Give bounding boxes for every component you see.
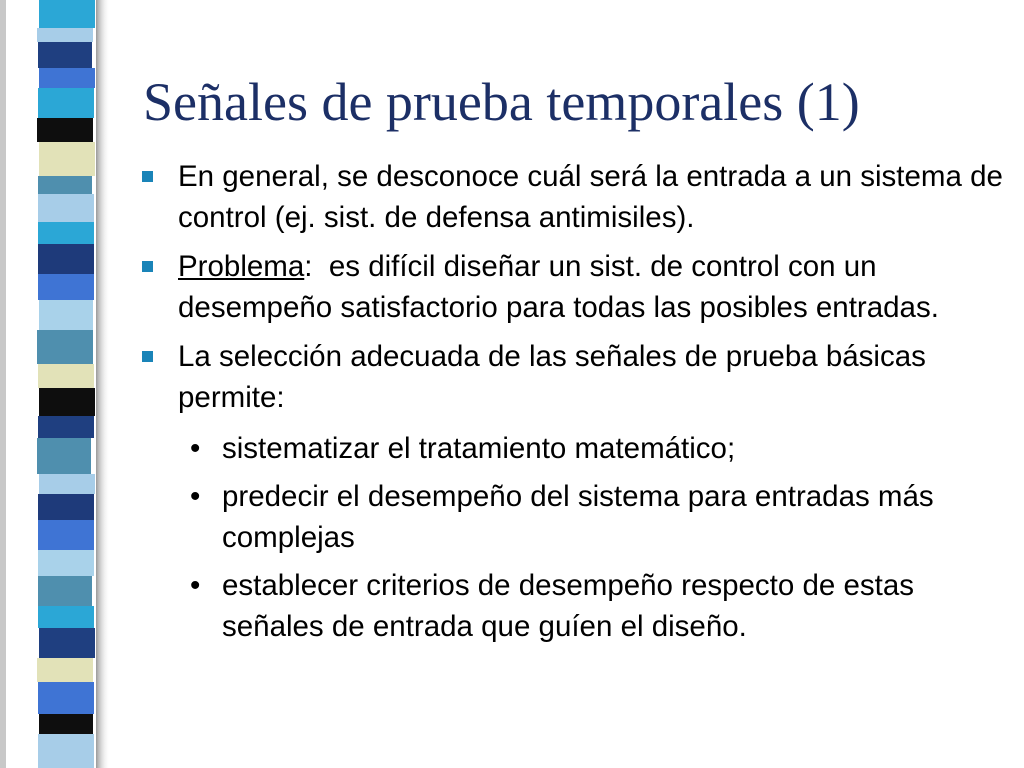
sub-bullet-text: predecir el desempeño del sistema para entradas más complejas (222, 480, 934, 554)
sub-bullet-text: establecer criterios de desempeño respecto de estas señales de entrada que guíen el diseño. (222, 569, 914, 643)
sub-bullet-item (140, 428, 1010, 469)
strip-block (38, 222, 94, 244)
strip-block (37, 438, 91, 474)
strip-block (39, 388, 95, 416)
square-bullet-icon (142, 171, 153, 182)
strip-block (38, 520, 94, 550)
strip-block (38, 682, 94, 714)
strip-block (38, 364, 94, 388)
round-bullet-icon: • (190, 569, 201, 602)
decorative-striped-border (0, 0, 110, 768)
bullet-term-problema: Problema (178, 250, 305, 283)
slide-title: Señales de prueba temporales (1) (143, 72, 860, 132)
strip-block (39, 300, 93, 330)
strip-block (38, 416, 94, 438)
bullet-text: La selección adecuada de las señales de prueba básicas permite: (178, 340, 926, 414)
square-bullet-icon (142, 351, 153, 362)
strip-block (38, 194, 94, 222)
strip-block (37, 658, 93, 682)
strip-block (38, 550, 94, 576)
bullet-item-general (140, 156, 1010, 238)
strip-block (38, 244, 94, 274)
strip-block (38, 606, 94, 628)
strip-block (39, 68, 95, 88)
round-bullet-icon: • (190, 480, 201, 513)
bullet-text: En general, se desconoce cuál será la entrada a un sistema de control (ej. sist. de defensa antimisiles). (178, 160, 1003, 234)
sub-bullet-item (140, 476, 1010, 558)
sub-bullet-text: sistematizar el tratamiento matemático; (222, 432, 736, 465)
sub-bullet-item (140, 565, 1010, 647)
strip-block (38, 494, 94, 520)
strip-block (37, 118, 93, 142)
strip-block (37, 28, 93, 42)
round-bullet-icon: • (190, 432, 201, 465)
sub-bullet-list (140, 428, 1010, 647)
strip-block (38, 176, 92, 194)
bullet-item-problema (140, 246, 1010, 328)
strip-block (38, 734, 94, 768)
strip-block (39, 628, 95, 658)
strip-block (39, 142, 95, 176)
bullet-item-seleccion (140, 336, 1010, 418)
slide-body (140, 156, 1010, 647)
strip-block (37, 330, 93, 364)
strip-block (39, 0, 95, 28)
strip-block (38, 274, 94, 300)
bullet-text: : es difícil diseñar un sist. de control con un desempeño satisfactorio para todas las posibles entradas. (178, 250, 939, 324)
square-bullet-icon (142, 261, 153, 272)
strip-block (39, 714, 93, 734)
strip-block (39, 474, 95, 494)
strip-block (38, 576, 92, 606)
strip-block (38, 88, 94, 118)
strip-block (38, 42, 92, 68)
